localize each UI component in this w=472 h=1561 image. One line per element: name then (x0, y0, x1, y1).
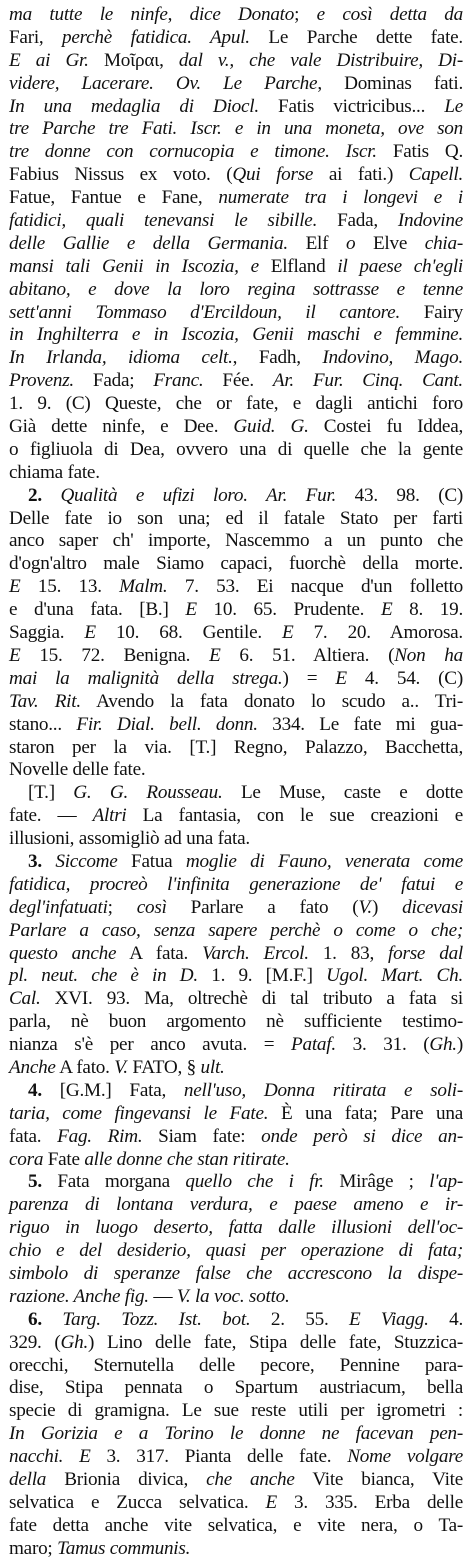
text-segment: razione. Anche fig. (9, 1285, 149, 1307)
text-segment: tre donne con cornucopia e timone. Iscr. (9, 141, 377, 163)
text-segment: Vite bianca, Vite (294, 1469, 463, 1490)
text-line (9, 370, 463, 393)
text-segment: chiama fate. (9, 461, 100, 483)
text-line (9, 302, 463, 325)
text-line (9, 279, 463, 302)
text-line (9, 920, 463, 943)
text-segment: Fée. (203, 370, 273, 392)
text-segment: Qui forse (232, 164, 314, 186)
text-segment: 6. (28, 1308, 63, 1330)
text-segment: Elve (355, 232, 425, 254)
text-line (9, 668, 463, 691)
text-segment: 1. 83, (308, 942, 389, 964)
text-segment: In Irlanda, idioma celt. (9, 347, 233, 369)
text-line (9, 1309, 463, 1332)
text-segment: orecchi, Sternutella delle pecore, Pennine para- (9, 1354, 463, 1376)
text-line (9, 1171, 463, 1194)
text-segment: Altri (92, 805, 127, 827)
text-segment: fatidica, procreò l'infinita generazione de' fatui e (9, 873, 463, 895)
text-segment: ) = (282, 667, 336, 689)
text-segment: dal v., che vale Distribuire, Di- (178, 49, 463, 71)
text-segment: ; (107, 896, 137, 918)
text-segment: onde però si dice an- (261, 1125, 463, 1147)
text-line (9, 233, 463, 256)
text-segment: cora (9, 1148, 44, 1170)
text-line (9, 1423, 463, 1446)
text-segment: il paese ch'egli (337, 255, 463, 277)
text-line (9, 439, 463, 462)
text-line (9, 1057, 463, 1080)
text-segment: selvatica e Zucca selvatica. (9, 1491, 266, 1513)
text-segment: 3. 335. Erba delle (276, 1491, 463, 1513)
text-segment: dise, Stipa pennata o Spartum austriacum, bella (9, 1377, 463, 1399)
text-segment: nacchi. E (9, 1446, 91, 1468)
text-segment: o figliuola di Dea, ovvero una di quelle che la gente (9, 438, 463, 460)
text-segment: questo anche (9, 942, 117, 964)
text-line (9, 1515, 463, 1538)
text-segment: 6. 51. Altiera. ( (220, 644, 395, 666)
text-segment: E (209, 644, 221, 666)
text-segment: moglie di Fauno, venerata come (185, 850, 463, 872)
text-segment: 3. 31. ( (335, 1034, 430, 1056)
text-segment: Gh. (60, 1331, 89, 1353)
text-segment: E (380, 599, 393, 621)
text-segment: E (9, 644, 21, 666)
text-line (9, 118, 463, 141)
text-segment: maro; (9, 1537, 58, 1559)
text-line (9, 27, 463, 50)
text-segment: Fari, (9, 26, 63, 48)
text-segment: staron per la via. [T.] Regno, Palazzo, Bacchetta, (9, 736, 463, 758)
text-segment: 8. 19. (392, 599, 463, 621)
text-segment: A fato. (55, 1056, 115, 1078)
text-segment: Saggia. (9, 622, 85, 644)
text-segment: simbolo di speranze false che accrescono la dispe- (9, 1262, 463, 1284)
text-segment: 10. 68. Gentile. (95, 622, 282, 644)
text-segment: in Inghilterra e in Iscozia, Genii maschi e femmine. (9, 324, 463, 346)
text-segment: Tamus communis. (57, 1537, 191, 1559)
text-line (9, 1149, 463, 1172)
text-line (9, 347, 463, 370)
text-segment: Già dette ninfe, e Dee. (9, 416, 234, 438)
text-segment: Costei fu Iddea, (308, 416, 464, 438)
text-segment: chia- (424, 232, 463, 254)
text-line (9, 530, 463, 553)
text-segment: delle Gallie e della Germania. (9, 232, 288, 254)
text-segment: V. (358, 896, 372, 918)
text-line (9, 1263, 463, 1286)
text-segment: V. (114, 1056, 128, 1078)
text-line (9, 1446, 463, 1469)
text-line (9, 141, 463, 164)
text-line (9, 553, 463, 576)
text-line (9, 164, 463, 187)
text-segment: In Gorizia e a Torino le donne ne facevan pen- (9, 1423, 463, 1445)
text-line (9, 416, 463, 439)
text-segment: 334. Le fate mi gua- (257, 713, 463, 735)
text-segment: taria, come fingevansi le Fate. (9, 1102, 269, 1124)
text-segment: G. G. Rousseau. (73, 782, 223, 804)
text-line (9, 324, 463, 347)
text-segment: Non ha (394, 644, 463, 666)
text-segment: Fatue, Fantue e Fane, (9, 187, 219, 209)
text-segment: E (84, 622, 96, 644)
text-segment: nianza s'è per anco avuta. = (9, 1034, 292, 1056)
text-line (9, 96, 463, 119)
text-segment: Qualità e ufizi loro. Ar. Fur. (60, 484, 337, 506)
text-line (9, 645, 463, 668)
text-segment: Capell. (408, 164, 463, 186)
text-segment: alle donne che stan ritirate. (84, 1148, 290, 1170)
text-segment: Elfland (258, 255, 338, 277)
text-segment: nell'uso, Donna ritirata e soli- (183, 1079, 464, 1101)
text-segment: A fata. (116, 942, 203, 964)
text-segment: 1. 9. [M.F.] (197, 965, 327, 987)
text-segment: Indovino, Mago. (322, 347, 463, 369)
text-segment: Le Parche dette fate. (249, 26, 463, 48)
text-segment: Fatis Q. (376, 141, 463, 163)
text-line (9, 1034, 463, 1057)
text-segment: Fatua (117, 850, 186, 872)
text-line (9, 599, 463, 622)
text-segment: parenza di lontana verdura, e paese ameno e ir- (9, 1194, 463, 1216)
text-segment: fatidici, quali tenevansi le sibille. (9, 210, 318, 232)
text-segment: e d'una fata. [B.] (9, 599, 186, 621)
text-segment: Avendo la fata donato lo scudo a.. Tri- (80, 690, 463, 712)
text-line (9, 943, 463, 966)
text-segment: pl. neut. che è in D. (9, 965, 198, 987)
text-segment: Nome volgare (347, 1446, 463, 1468)
text-line (9, 828, 463, 851)
text-segment: , Dominas fati. (317, 72, 463, 94)
text-segment: Le Muse, caste e dotte (222, 782, 464, 804)
text-segment: , (167, 4, 190, 25)
text-line (9, 1217, 463, 1240)
text-line (9, 485, 463, 508)
text-segment: Gh. (429, 1034, 457, 1056)
text-segment: tre Parche tre Fati. Iscr. e in una moneta, ove son (9, 118, 463, 140)
text-segment: illusioni, assomigliò ad una fata. (9, 828, 250, 850)
text-segment: 329. ( (9, 1331, 61, 1353)
text-segment: 2. (28, 484, 61, 506)
text-segment: ) (371, 896, 403, 918)
text-line (9, 782, 463, 805)
text-segment: Novelle delle fate. (9, 759, 146, 781)
text-segment: Fir. Dial. bell. donn. (76, 713, 258, 735)
text-segment: 15. 13. (20, 576, 120, 598)
text-segment: riguo in luogo deserto, fatta dalle illusioni dell'oc- (9, 1217, 463, 1239)
text-segment: [G.M.] Fata, (59, 1079, 184, 1101)
text-segment: Ar. Fur. Cinq. Cant. (272, 370, 463, 392)
text-segment: ma tutte le ninfe (9, 4, 168, 25)
text-line (9, 576, 463, 599)
text-segment: 4. (28, 1079, 60, 1101)
text-line (9, 50, 463, 73)
text-segment: E Viagg. (348, 1308, 429, 1330)
text-segment: — (148, 1285, 177, 1307)
text-segment: ) (456, 1034, 463, 1056)
text-segment: XVI. 93. Ma, oltrechè di tal tributo a fata si (40, 988, 463, 1010)
text-segment: abitano, e dove la loro regina sottrasse e tenne (9, 278, 463, 300)
text-segment: parla, nè buon argomento nè sufficiente testimo- (9, 1011, 463, 1033)
text-line (9, 1103, 463, 1126)
text-segment: anco saper ch' importe, Nascemmo a un punto che (9, 530, 463, 552)
text-segment: È una fata; Pare una (268, 1102, 463, 1124)
text-line (9, 691, 463, 714)
text-segment: 7. 53. Ei nacque d'un folletto (167, 576, 463, 598)
text-segment: Franc. (153, 370, 204, 392)
text-segment: V. la voc. sotto. (176, 1285, 290, 1307)
text-segment: ) Lino delle fate, Stipa delle fate, Stuzzica- (88, 1331, 464, 1353)
text-line (9, 1538, 463, 1561)
text-segment: Indovine (397, 210, 463, 232)
text-segment: 43. 98. (C) (336, 484, 464, 506)
text-segment: Fada; (73, 370, 154, 392)
text-segment: La fantasia, con le sue creazioni e (126, 805, 463, 827)
text-segment: Varch. Ercol. (202, 942, 309, 964)
text-segment: Μοῖραι, (88, 49, 179, 71)
text-segment: 5. (28, 1171, 58, 1193)
text-segment: Fatis victricibus... (258, 95, 445, 117)
text-segment: numerate tra i longevi e i (218, 187, 464, 209)
text-segment: Guid. G. (233, 416, 309, 438)
text-line (9, 508, 463, 531)
text-segment: ai fati.) (313, 164, 409, 186)
text-segment: 15. 72. Benigna. (20, 644, 210, 666)
text-segment: forse dal (388, 942, 463, 964)
text-line (9, 187, 463, 210)
text-line (9, 1355, 463, 1378)
text-segment: E (282, 622, 294, 644)
text-segment: E (185, 599, 197, 621)
text-segment: 4. 54. (C) (346, 667, 463, 689)
text-segment: e così detta da (316, 4, 463, 25)
text-segment: degl'infatuati (9, 896, 108, 918)
text-segment: della (9, 1469, 47, 1490)
text-segment: fata. (9, 1125, 58, 1147)
text-segment: Pataf. (291, 1034, 336, 1056)
text-segment: chio e del desiderio, quasi per operazione di fata; (9, 1240, 463, 1262)
text-segment: Siccome (55, 850, 118, 872)
text-segment: Ugol. Mart. Ch. (326, 965, 463, 987)
text-line (9, 1286, 463, 1309)
text-segment: Brionia divica, (46, 1469, 207, 1490)
text-segment: 2. 55. (250, 1308, 349, 1330)
text-segment: o (345, 232, 356, 254)
text-line (9, 851, 463, 874)
text-line (9, 1011, 463, 1034)
text-line (9, 1492, 463, 1515)
text-segment: stano... (9, 713, 77, 735)
text-line (9, 210, 463, 233)
text-segment: dice Donato (189, 4, 295, 25)
text-segment: E (9, 576, 21, 598)
text-segment: videre, Lacerare. Ov. Le Parche (9, 72, 318, 94)
text-segment: FATO, § (127, 1056, 201, 1078)
text-segment: Le (444, 95, 463, 117)
text-segment: che anche (206, 1469, 295, 1490)
text-segment: Cal. (9, 988, 41, 1010)
text-line (9, 897, 463, 920)
text-segment: Malm. (119, 576, 168, 598)
text-line (9, 256, 463, 279)
text-line (9, 1332, 463, 1355)
text-segment: fate detta anche vite selvatica, e vite nera, o Ta- (9, 1514, 463, 1536)
text-segment: 10. 65. Prudente. (196, 599, 381, 621)
text-segment: mansi tali Genii in Iscozia, e (9, 255, 259, 277)
text-segment: [T.] (28, 782, 74, 804)
text-segment: Parlare a caso, senza sapere perchè o come o che; (9, 919, 463, 941)
text-segment: Fate (43, 1148, 85, 1170)
text-line (9, 1080, 463, 1103)
text-segment: perchè fatidica. Apul. (62, 26, 250, 48)
text-segment: mai la malignità della strega. (9, 667, 283, 689)
text-segment: Provenz. (9, 370, 74, 392)
text-line (9, 4, 463, 27)
text-segment: 7. 20. Amorosa. (293, 622, 463, 644)
text-line (9, 1400, 463, 1423)
text-segment: Fada, (317, 210, 398, 232)
text-line (9, 73, 463, 96)
text-line (9, 714, 463, 737)
text-line (9, 393, 463, 416)
text-segment: ult. (200, 1056, 225, 1078)
text-segment: l'ap- (429, 1171, 463, 1193)
text-segment: sett'anni Tommaso d'Ercildoun, il cantore. (9, 301, 400, 323)
text-segment: così (136, 896, 167, 918)
text-line (9, 737, 463, 760)
text-segment: dicevasi (402, 896, 463, 918)
text-segment: Fabius Nissus ex voto. ( (9, 164, 233, 186)
text-segment: Elf (287, 232, 346, 254)
text-segment: Fag. Rim. (57, 1125, 143, 1147)
text-line (9, 1469, 463, 1492)
text-segment: E ai Gr. (9, 49, 89, 71)
text-segment: 3. 317. Pianta delle fate. (90, 1446, 348, 1468)
text-segment: quello che i fr. (185, 1171, 324, 1193)
text-segment: , Fadh, (232, 347, 323, 369)
text-line (9, 1126, 463, 1149)
text-segment: 4. (428, 1308, 463, 1330)
text-segment: d'ogn'altro male Siamo capaci, fuorchè della morte. (9, 553, 463, 575)
text-line (9, 1194, 463, 1217)
text-segment: Fairy (400, 301, 463, 323)
text-segment: ; (294, 4, 317, 25)
text-line (9, 1240, 463, 1263)
text-segment: E (265, 1491, 277, 1513)
text-segment: In una medaglia di Diocl. (9, 95, 259, 117)
text-line (9, 965, 463, 988)
text-line (9, 462, 463, 485)
text-segment: Parlare a fato ( (166, 896, 359, 918)
text-line (9, 805, 463, 828)
text-segment: 1. 9. (C) Queste, che or fate, e dagli antichi foro (9, 393, 463, 415)
text-segment: Siam fate: (142, 1125, 262, 1147)
text-segment: Mirâge ; (323, 1171, 430, 1193)
text-segment: fate. — (9, 805, 93, 827)
text-segment: Targ. Tozz. Ist. bot. (62, 1308, 251, 1330)
text-segment: Tav. Rit. (9, 690, 81, 712)
text-line (9, 759, 463, 782)
text-line (9, 1377, 463, 1400)
text-segment: specie di gramigna. Le sue reste utili per igrometri : (9, 1400, 463, 1422)
text-segment: 3. (28, 850, 56, 872)
text-line (9, 622, 463, 645)
text-segment: Delle fate io son una; ed il fatale Stato per farti (9, 507, 463, 529)
text-segment: Anche (9, 1056, 56, 1078)
text-segment: Fata morgana (57, 1171, 186, 1193)
text-line (9, 874, 463, 897)
text-segment: E (335, 667, 347, 689)
text-line (9, 988, 463, 1011)
